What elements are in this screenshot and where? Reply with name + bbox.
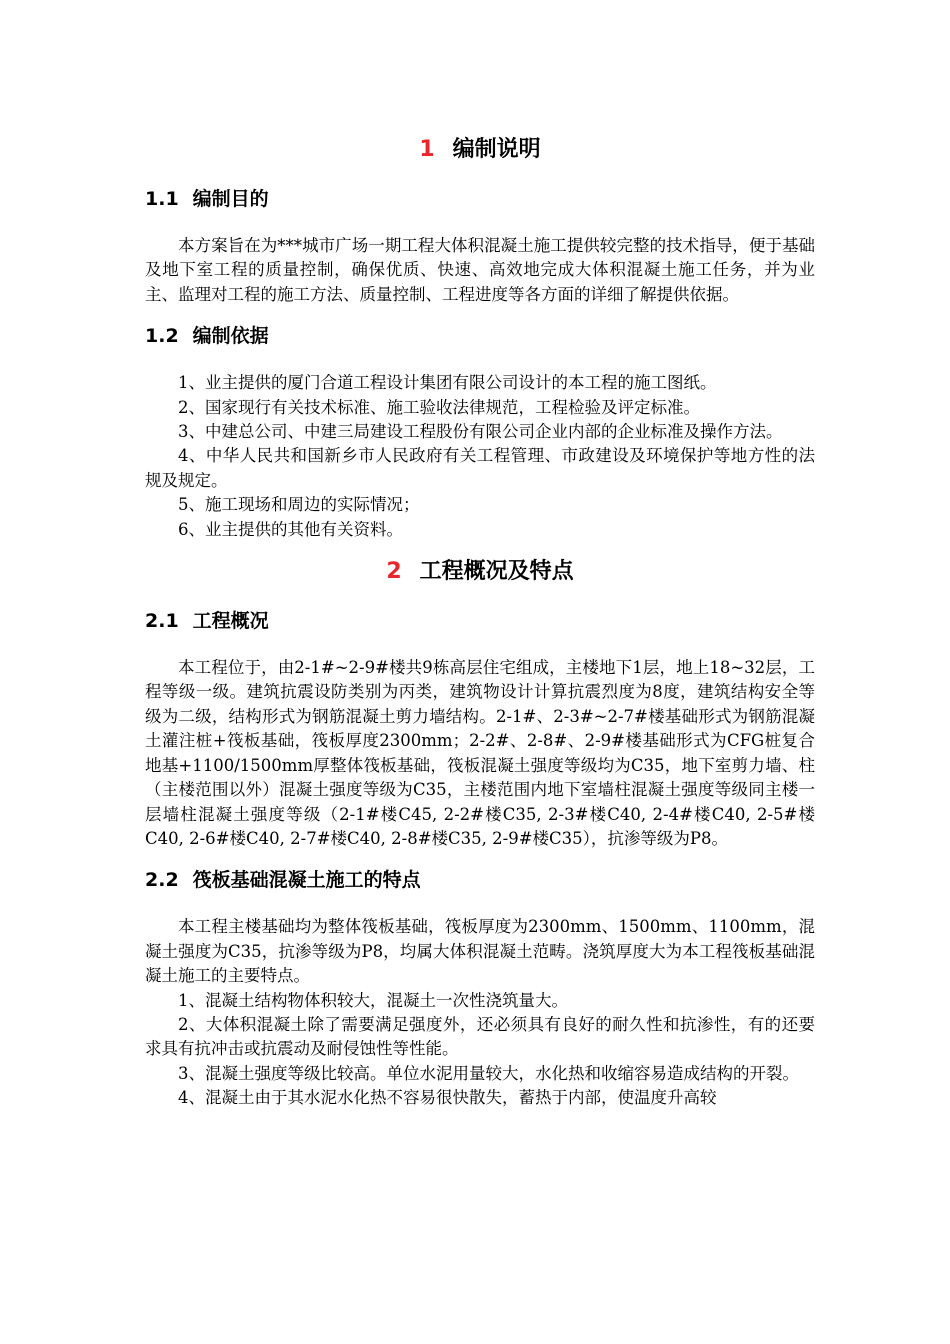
list-item: 3、混凝土强度等级比较高。单位水泥用量较大，水化热和收缩容易造成结构的开裂。 [178, 1063, 799, 1083]
list-item: 2、国家现行有关技术标准、施工验收法律规范，工程检验及评定标准。 [178, 397, 700, 417]
subsection-heading-2-1 [145, 600, 815, 642]
subsection-number: 2.1 [145, 610, 179, 633]
paragraph: 本工程位于，由2-1#~2-9#楼共9栋高层住宅组成，主楼地下1层，地上18~32层，工程等级一级。建筑抗震设防类别为丙类，建筑物设计计算抗震烈度为8度，建筑结构安全等级为二级，结构形式为钢筋混凝土剪力墙结构。2-1#、2-3#~2-7#楼基础形式为钢筋混凝土灌注桩+筏板基础，筏板厚度2300mm；2-2#、2-8#、2-9#楼基础形式为CFG桩复合地基+1100/1500mm厚整体筏板基础，筏板混凝土强度等级均为C35，地下室剪力墙、柱（主楼范围以外）混凝土强度等级为C35，主楼范围内地下室墙柱混凝土强度等级同主楼一层墙柱混凝土强度等级（2-1#楼C45, 2-2#楼C35, 2-3#楼C40, 2-4#楼C40, 2-5#楼C40, 2-6#楼C40, 2-7#楼C40, 2-8#楼C35, 2-9#楼C35），抗渗等级为P8。 [145, 658, 815, 848]
subsection-title: 编制依据 [192, 325, 269, 348]
section-number: 1 [419, 137, 435, 162]
list-item: 4、中华人民共和国新乡市人民政府有关工程管理、市政建设及环境保护等地方性的法规及规定。 [145, 446, 815, 490]
subsection-number: 1.1 [145, 188, 179, 210]
subsection-heading-1-2 [145, 315, 815, 357]
list-item: 1、混凝土结构物体积较大，混凝土一次性浇筑量大。 [178, 990, 568, 1010]
subsection-title: 工程概况 [192, 610, 269, 633]
section-title: 工程概况及特点 [419, 559, 574, 585]
subsection-number: 2.2 [145, 869, 179, 892]
subsection-title: 编制目的 [192, 188, 269, 210]
document-body [145, 128, 815, 1111]
section-heading-1 [145, 128, 815, 172]
subsection-heading-2-2 [145, 859, 815, 901]
list-item: 1、业主提供的厦门合道工程设计集团有限公司设计的本工程的施工图纸。 [178, 373, 717, 393]
paragraph: 本工程主楼基础均为整体筏板基础，筏板厚度为2300mm、1500mm、1100mm，混凝土强度为C35，抗渗等级为P8，均属大体积混凝土范畴。浇筑厚度大为本工程筏板基础混凝土施工的主要特点。 [145, 917, 815, 986]
subsection-heading-1-1 [145, 178, 815, 220]
subsection-title: 筏板基础混凝土施工的特点 [192, 869, 421, 892]
list-item: 6、业主提供的其他有关资料。 [178, 519, 403, 539]
list-item: 2、大体积混凝土除了需要满足强度外，还必须具有良好的耐久性和抗渗性，有的还要求具有抗冲击或抗震动及耐侵蚀性等性能。 [145, 1014, 815, 1059]
section-number: 2 [386, 559, 402, 585]
subsection-number: 1.2 [145, 325, 179, 348]
section-heading-2 [145, 550, 815, 594]
list-item: 4、混凝土由于其水泥水化热不容易很快散失，蓄热于内部，使温度升高较 [178, 1088, 717, 1108]
list-item: 5、施工现场和周边的实际情况； [178, 495, 420, 515]
paragraph: 本方案旨在为***城市广场一期工程大体积混凝土施工提供较完整的技术指导，便于基础及地下室工程的质量控制，确保优质、快速、高效地完成大体积混凝土施工任务，并为业主、监理对工程的施工方法、质量控制、工程进度等各方面的详细了解提供依据。 [145, 236, 815, 304]
section-title: 编制说明 [452, 137, 541, 162]
list-item: 3、中建总公司、中建三局建设工程股份有限公司企业内部的企业标准及操作方法。 [178, 422, 783, 442]
